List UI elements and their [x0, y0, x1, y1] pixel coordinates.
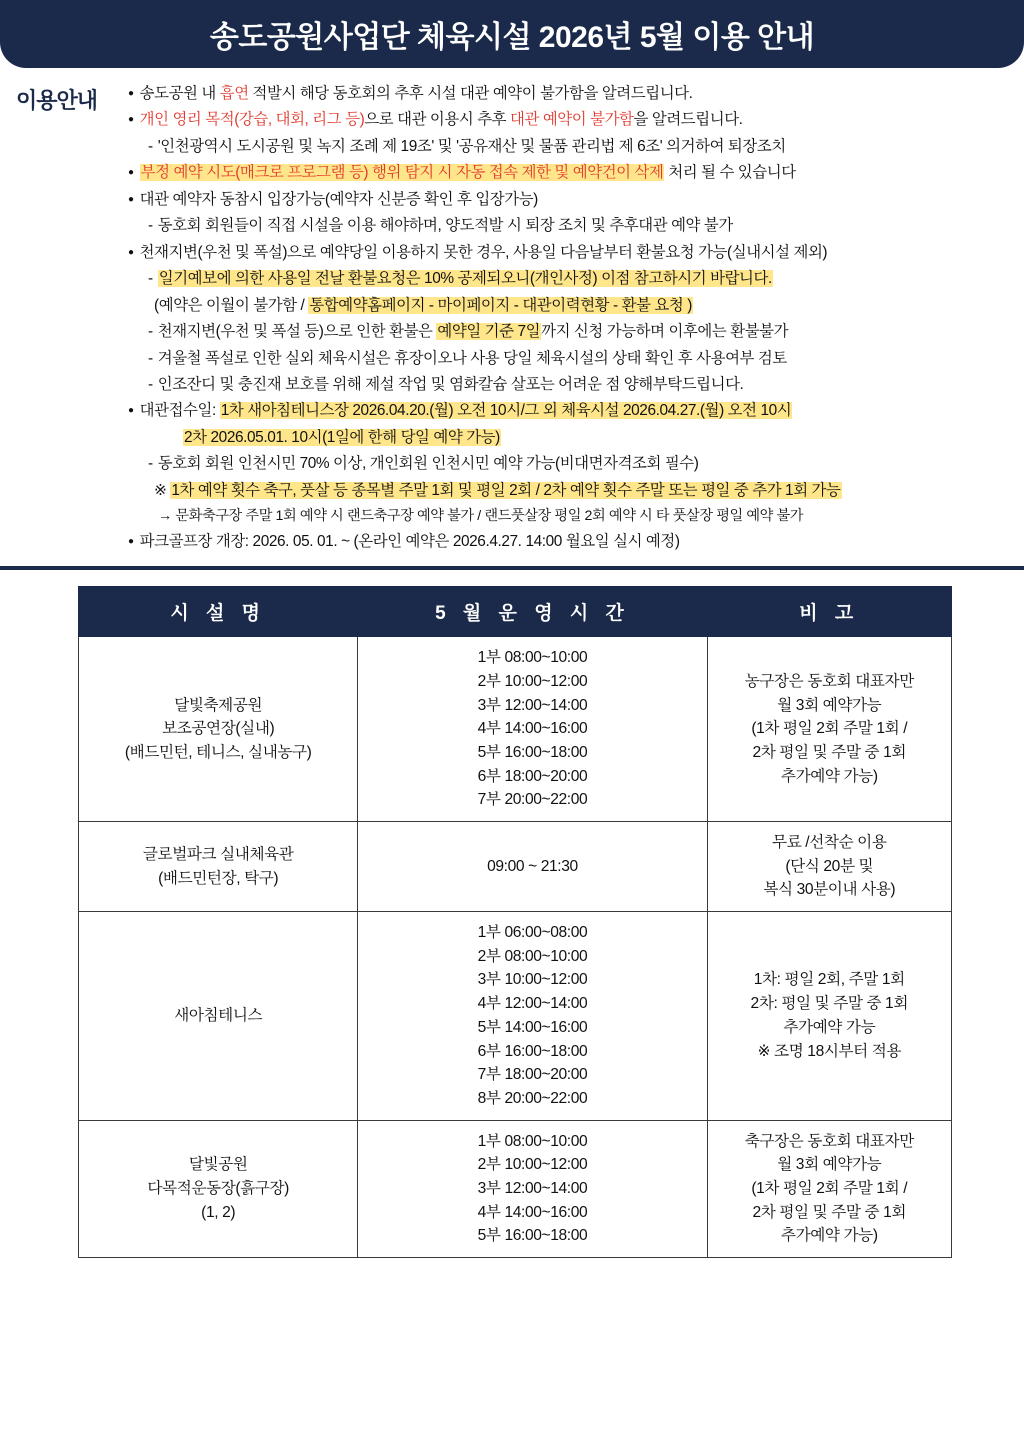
notice-line	[128, 452, 1012, 477]
cell-remarks	[707, 1120, 951, 1257]
cell-remarks-line: 월 3회 예약가능	[777, 1156, 882, 1174]
schedule-table-wrap	[0, 570, 1024, 1258]
notice-text: 흡연	[219, 85, 249, 102]
cell-hours-line: 2부 10:00~12:00	[477, 1156, 588, 1174]
notice-list	[128, 82, 1012, 556]
cell-remarks-line: 축구장은 동호회 대표자만	[744, 1132, 914, 1150]
cell-remarks	[707, 637, 951, 822]
cell-remarks-line: 2차 평일 및 주말 중 1회	[752, 743, 907, 761]
notice-text: 동호회 회원들이 직접 시설을 이용 해야하며, 양도적발 시 퇴장 조치 및 추후대관 예약 불가	[157, 217, 733, 235]
cell-facility-line: (1, 2)	[201, 1203, 236, 1221]
cell-hours-line: 7부 18:00~20:00	[477, 1066, 588, 1084]
cell-remarks	[707, 822, 951, 912]
cell-remarks-line: 2차: 평일 및 주말 중 1회	[750, 995, 908, 1013]
notice-text: 파크골프장 개장: 2026. 05. 01. ~ (온라인 예약은 2026.4.27. 14:00 월요일 실시 예정)	[139, 532, 680, 550]
cell-hours-line: 09:00 ~ 21:30	[487, 857, 578, 875]
cell-facility-line: (배드민턴장, 탁구)	[158, 869, 279, 887]
cell-hours-line: 3부 10:00~12:00	[477, 971, 588, 989]
notice-text: 송도공원 내	[139, 85, 220, 102]
cell-hours	[358, 822, 707, 912]
notice-section	[0, 68, 1024, 556]
cell-hours-line: 2부 10:00~12:00	[477, 672, 588, 690]
cell-hours-line: 7부 20:00~22:00	[477, 791, 588, 809]
notice-line	[128, 188, 1012, 213]
cell-remarks-line: 추가예약 가능	[783, 1018, 876, 1036]
cell-facility-line: 달빛공원	[188, 1156, 248, 1174]
table-header-row	[79, 587, 952, 637]
cell-hours-line: 3부 12:00~14:00	[477, 696, 588, 714]
notice-text: 대관 예약이 불가함	[510, 111, 634, 129]
notice-line	[128, 82, 1012, 107]
notice-text: 동호회 회원 인천시민 70% 이상, 개인회원 인천시민 예약 가능(비대면자격조회 필수)	[157, 455, 699, 473]
cell-hours-line: 4부 14:00~16:00	[477, 1203, 588, 1221]
notice-text: → 문화축구장 주말 1회 예약 시 랜드축구장 예약 불가 / 랜드풋살장 평일 2회 예약 시 타 풋살장 평일 예약 불가	[158, 508, 804, 525]
notice-line	[128, 267, 1012, 292]
table-header-remarks: 비 고	[707, 587, 951, 637]
notice-line	[128, 241, 1012, 266]
cell-hours-line: 6부 18:00~20:00	[477, 767, 588, 785]
notice-line	[128, 530, 1012, 555]
notice-line	[128, 161, 1012, 186]
cell-remarks-line: 월 3회 예약가능	[777, 696, 882, 714]
cell-remarks-line: 농구장은 동호회 대표자만	[744, 672, 914, 690]
header-banner	[0, 0, 1024, 68]
notice-text: 겨울철 폭설로 인한 실외 체육시설은 휴장이오나 사용 당일 체육시설의 상태 확인 후 사용여부 검토	[157, 349, 787, 367]
notice-line	[128, 373, 1012, 398]
cell-hours	[358, 637, 707, 822]
cell-facility-line: 다목적운동장(흙구장)	[147, 1179, 289, 1197]
cell-hours-line: 2부 08:00~10:00	[477, 947, 588, 965]
table-row	[79, 637, 952, 822]
cell-remarks-line: (1차 평일 2회 주말 1회 /	[751, 1179, 908, 1197]
notice-text: 예약일 기준 7일	[437, 323, 541, 341]
page-title: 송도공원사업단 체육시설 2026년 5월 이용 안내	[209, 21, 815, 54]
notice-text: (예약은 이월이 불가함 /	[154, 296, 309, 314]
notice-label: 이용안내	[16, 88, 98, 113]
notice-text: 일기예보에 의한 사용일 전날 환불요청은 10% 공제되오니(개인사정) 이점 참고하시기 바랍니다.	[158, 270, 772, 288]
cell-hours-line: 1부 06:00~08:00	[477, 924, 588, 942]
notice-line	[128, 399, 1012, 424]
table-body	[79, 637, 952, 1258]
cell-remarks-line: (1차 평일 2회 주말 1회 /	[751, 720, 908, 738]
notice-text: 천재지변(우천 및 폭설 등)으로 인한 환불은	[157, 323, 437, 341]
cell-hours	[358, 1120, 707, 1257]
cell-remarks-line: 복식 30분이내 사용)	[763, 881, 896, 899]
cell-remarks-line: 무료 /선착순 이용	[772, 834, 887, 852]
notice-text: 을 알려드립니다.	[633, 111, 743, 129]
cell-hours-line: 5부 16:00~18:00	[477, 743, 588, 761]
notice-line	[128, 505, 1012, 528]
cell-facility	[79, 912, 358, 1121]
cell-remarks-line: 추가예약 가능)	[780, 1227, 878, 1245]
cell-remarks-line: 1차: 평일 2회, 주말 1회	[753, 971, 905, 989]
cell-remarks	[707, 912, 951, 1121]
table-row	[79, 912, 952, 1121]
cell-remarks-line: ※ 조명 18시부터 적용	[757, 1042, 902, 1060]
schedule-table	[78, 586, 952, 1258]
notice-text: 인조잔디 및 충진재 보호를 위해 제설 작업 및 염화칼슘 살포는 어려운 점 양해부탁드립니다.	[157, 375, 744, 393]
notice-text: 천재지변(우천 및 폭설)으로 예약당일 이용하지 못한 경우, 사용일 다음날부터 환불요청 가능(실내시설 제외)	[139, 243, 828, 261]
cell-facility	[79, 637, 358, 822]
notice-text: 으로 대관 이용시 추후	[364, 111, 511, 129]
notice-text: 2차 2026.05.01. 10시(1일에 한해 당일 예약 가능)	[184, 428, 500, 446]
notice-text: 적발시 해당 동호회의 추후 시설 대관 예약이 불가함을 알려드립니다.	[248, 85, 693, 102]
notice-line	[128, 426, 1012, 451]
cell-facility-line: 달빛축제공원	[174, 696, 263, 714]
cell-facility-line: 보조공연장(실내)	[162, 720, 275, 738]
notice-text: 1차 새아침테니스장 2026.04.20.(월) 오전 10시/그 외 체육시설 2026.04.27.(월) 오전 10시	[220, 402, 792, 420]
cell-hours-line: 5부 16:00~18:00	[477, 1227, 588, 1245]
notice-text: 통합예약홈페이지 - 마이페이지 - 대관이력현황 - 환불 요청 )	[309, 296, 692, 314]
cell-remarks-line: 2차 평일 및 주말 중 1회	[752, 1203, 907, 1221]
notice-text: 1차 예약 횟수 축구, 풋살 등 종목별 주말 1회 및 평일 2회 / 2차 예약 횟수 주말 또는 평일 중 추가 1회 가능	[171, 481, 841, 499]
notice-line	[128, 294, 1012, 319]
cell-remarks-line: (단식 20분 및	[785, 857, 874, 875]
notice-line	[128, 479, 1012, 504]
table-row	[79, 1120, 952, 1257]
notice-text: 부정 예약 시도(매크로 프로그램 등) 행위 탐지 시 자동 접속 제한 및 예약건이 삭제	[140, 164, 664, 182]
cell-hours-line: 4부 12:00~14:00	[477, 995, 588, 1013]
cell-facility	[79, 1120, 358, 1257]
notice-line	[128, 108, 1012, 133]
table-row	[79, 822, 952, 912]
cell-hours-line: 8부 20:00~22:00	[477, 1089, 588, 1107]
notice-line	[128, 347, 1012, 372]
notice-text: 까지 신청 가능하며 이후에는 환불불가	[541, 323, 789, 341]
notice-line	[128, 135, 1012, 160]
cell-facility-line: (배드민턴, 테니스, 실내농구)	[124, 743, 312, 761]
notice-text: '인천광역시 도시공원 및 녹지 조례 제 19조' 및 '공유재산 및 물품 관리법 제 6조' 의거하여 퇴장조치	[157, 137, 786, 155]
notice-text: 대관 예약자 동참시 입장가능(예약자 신분증 확인 후 입장가능)	[139, 190, 538, 208]
cell-hours-line: 3부 12:00~14:00	[477, 1179, 588, 1197]
notice-line	[128, 320, 1012, 345]
notice-text: 대관접수일:	[139, 402, 220, 420]
cell-hours-line: 5부 14:00~16:00	[477, 1018, 588, 1036]
cell-hours-line: 6부 16:00~18:00	[477, 1042, 588, 1060]
cell-hours-line: 1부 08:00~10:00	[477, 1132, 588, 1150]
notice-text: ※	[154, 481, 171, 499]
cell-facility-line: 새아침테니스	[174, 1006, 263, 1024]
table-header-hours: 5 월 운 영 시 간	[358, 587, 707, 637]
notice-text: 처리 될 수 있습니다	[664, 164, 796, 182]
cell-hours	[358, 912, 707, 1121]
cell-remarks-line: 추가예약 가능)	[780, 767, 878, 785]
cell-hours-line: 1부 08:00~10:00	[477, 649, 588, 667]
cell-facility	[79, 822, 358, 912]
notice-line	[128, 214, 1012, 239]
cell-facility-line: 글로벌파크 실내체육관	[142, 845, 294, 863]
cell-hours-line: 4부 14:00~16:00	[477, 720, 588, 738]
notice-text: 개인 영리 목적(강습, 대회, 리그 등)	[139, 111, 365, 129]
table-header-facility: 시 설 명	[79, 587, 358, 637]
